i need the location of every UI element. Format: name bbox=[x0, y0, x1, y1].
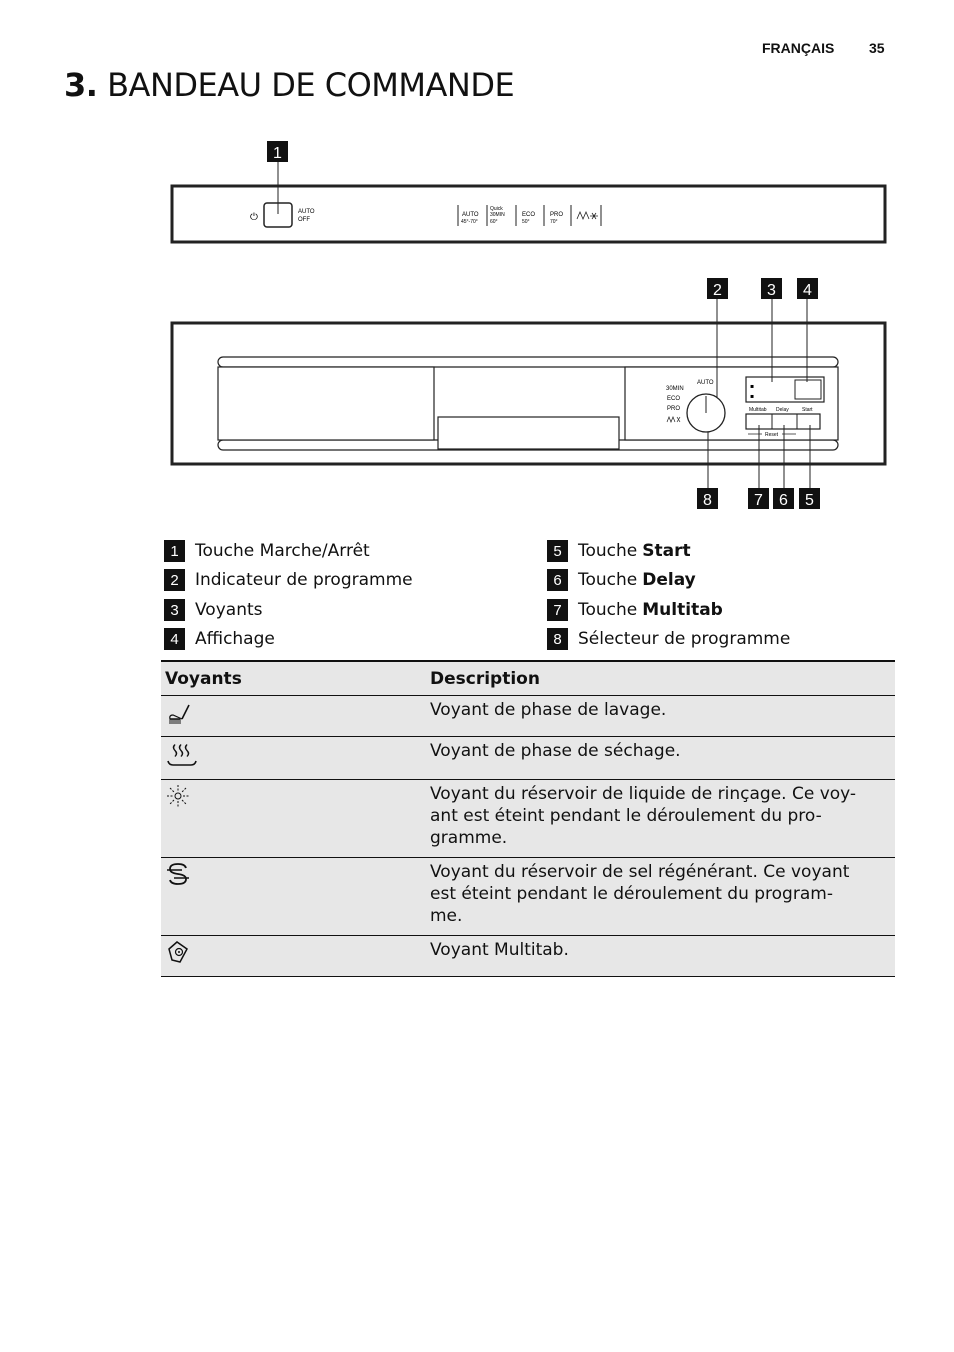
display bbox=[795, 380, 821, 399]
callout-7: 7 bbox=[754, 492, 763, 509]
callout-4: 4 bbox=[803, 282, 812, 299]
callout-2: 2 bbox=[713, 282, 722, 299]
program-auto-l2: 45°-70° bbox=[461, 219, 478, 225]
legend-text: Indicateur de programme bbox=[195, 570, 413, 590]
legend-item bbox=[547, 628, 790, 650]
dial-label-30min: 30MIN bbox=[666, 386, 684, 392]
table-row bbox=[161, 858, 895, 936]
description-cell: Voyant du réservoir de sel régénérant. Ce voyant est éteint pendant le déroulement du program- me. bbox=[426, 858, 895, 936]
legend-bold: Multitab bbox=[642, 600, 723, 620]
icon-cell bbox=[161, 737, 426, 780]
legend-number: 5 bbox=[547, 540, 568, 562]
legend-number: 1 bbox=[164, 540, 185, 562]
section-title bbox=[64, 66, 514, 104]
legend-text: Affichage bbox=[195, 629, 275, 649]
program-quick-l3: 60° bbox=[490, 219, 498, 225]
legend-number: 6 bbox=[547, 569, 568, 591]
off-label: OFF bbox=[298, 217, 310, 223]
legend-number: 7 bbox=[547, 599, 568, 621]
section-number: 3. bbox=[64, 66, 98, 104]
program-eco-l2: 50° bbox=[522, 219, 530, 225]
legend-text: Voyants bbox=[195, 600, 263, 620]
callout-5: 5 bbox=[805, 492, 814, 509]
legend-item bbox=[547, 569, 696, 591]
bottom-panel bbox=[172, 323, 885, 464]
legend-text: Touche bbox=[578, 541, 638, 561]
legend-item bbox=[164, 628, 275, 650]
auto-label: AUTO bbox=[298, 209, 315, 215]
legend-bold: Start bbox=[642, 541, 691, 561]
program-pro-l2: 70° bbox=[550, 219, 558, 225]
icon-cell bbox=[161, 696, 426, 737]
legend-number: 8 bbox=[547, 628, 568, 650]
program-quick-l1: Quick bbox=[490, 206, 503, 212]
table-row bbox=[161, 780, 895, 858]
callout-8: 8 bbox=[703, 492, 712, 509]
program-eco-l1: ECO bbox=[522, 212, 536, 218]
legend-text: Touche Marche/Arrêt bbox=[195, 541, 370, 561]
icon-cell bbox=[161, 936, 426, 977]
legend-bold: Delay bbox=[642, 570, 696, 590]
table-row bbox=[161, 696, 895, 737]
table-row bbox=[161, 936, 895, 977]
icon-cell bbox=[161, 780, 426, 858]
legend-number: 3 bbox=[164, 599, 185, 621]
delay-button-label: Delay bbox=[776, 407, 789, 413]
dial-label-pro: PRO bbox=[667, 406, 681, 412]
indicator-table bbox=[161, 660, 895, 977]
legend-text: Sélecteur de programme bbox=[578, 629, 791, 649]
header-voyants: Voyants bbox=[161, 661, 426, 696]
wash-phase-icon bbox=[165, 699, 191, 725]
page-number: 35 bbox=[869, 40, 885, 56]
description-cell: Voyant du réservoir de liquide de rinçage. Ce voy- ant est éteint pendant le déroulement du pro- gramme. bbox=[426, 780, 895, 858]
legend-item bbox=[164, 599, 263, 621]
header-description: Description bbox=[426, 661, 895, 696]
icon-cell bbox=[161, 858, 426, 936]
legend-text: Touche bbox=[578, 570, 638, 590]
legend-text: Touche bbox=[578, 600, 638, 620]
multitab-button-label: Multitab bbox=[749, 407, 767, 413]
legend-number: 2 bbox=[164, 569, 185, 591]
reset-label: Reset bbox=[765, 432, 779, 438]
svg-text:▪: ▪ bbox=[750, 393, 755, 400]
program-auto-l1: AUTO bbox=[462, 212, 479, 218]
program-quick-l2: 30MIN bbox=[490, 212, 505, 218]
rinse-aid-icon bbox=[165, 783, 191, 809]
svg-text:▪: ▪ bbox=[750, 383, 755, 390]
multitab-icon bbox=[165, 939, 191, 965]
power-symbol: ⏻ bbox=[250, 212, 258, 223]
drying-phase-icon bbox=[165, 740, 199, 768]
legend-item bbox=[547, 599, 723, 621]
rinse-icon bbox=[577, 212, 598, 219]
table-header-row bbox=[161, 661, 895, 696]
start-button-label: Start bbox=[802, 407, 813, 413]
callout-1: 1 bbox=[273, 145, 282, 162]
dial-label-auto: AUTO bbox=[697, 380, 714, 386]
control-panel-diagram bbox=[0, 130, 954, 520]
header-language: FRANÇAIS bbox=[762, 40, 835, 56]
table-row bbox=[161, 737, 895, 780]
program-pro-l1: PRO bbox=[550, 212, 564, 218]
description-cell: Voyant de phase de séchage. bbox=[426, 737, 895, 780]
callout-6: 6 bbox=[779, 492, 788, 509]
legend-number: 4 bbox=[164, 628, 185, 650]
legend-item bbox=[164, 540, 370, 562]
description-cell: Voyant Multitab. bbox=[426, 936, 895, 977]
section-title-text: BANDEAU DE COMMANDE bbox=[107, 66, 515, 104]
dial-label-eco: ECO bbox=[667, 396, 681, 402]
callout-3: 3 bbox=[767, 282, 776, 299]
button-row bbox=[746, 414, 820, 429]
legend-item bbox=[164, 569, 413, 591]
salt-icon bbox=[165, 861, 191, 887]
description-cell: Voyant de phase de lavage. bbox=[426, 696, 895, 737]
legend-item bbox=[547, 540, 691, 562]
top-panel bbox=[172, 186, 885, 242]
